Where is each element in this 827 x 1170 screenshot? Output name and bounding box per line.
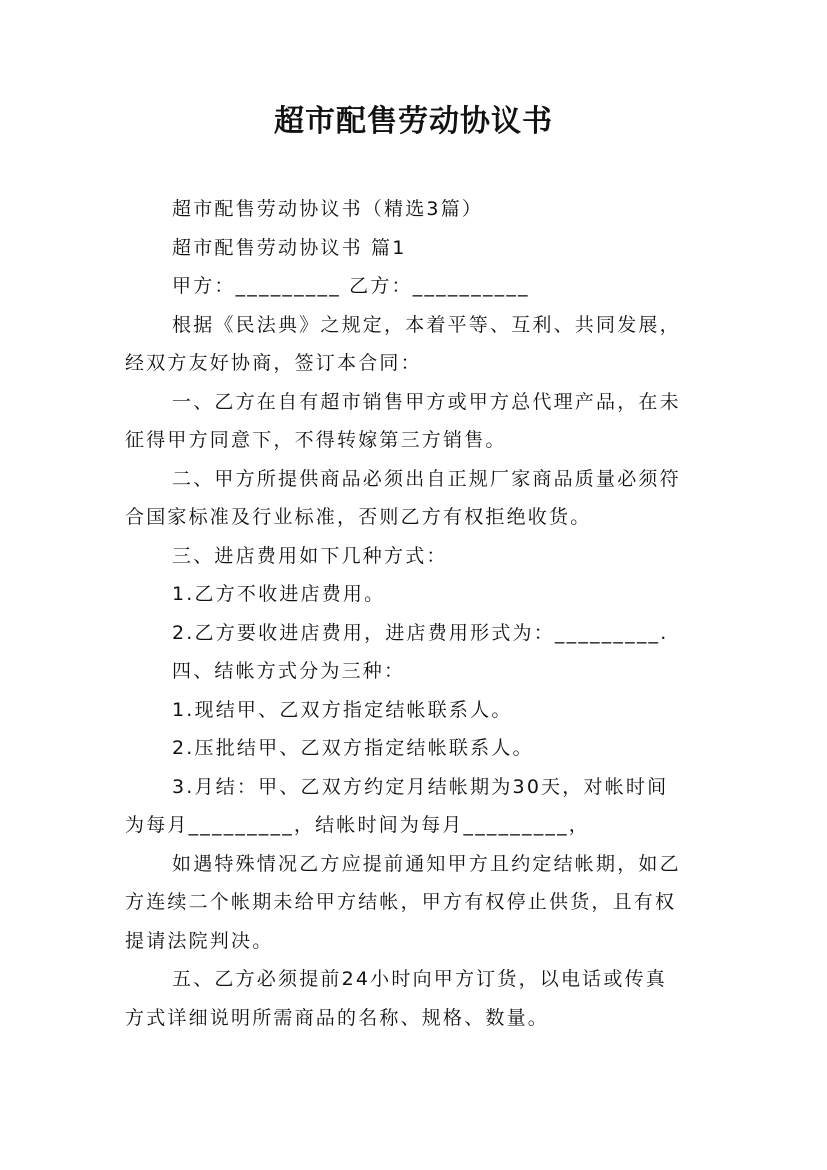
text-line: 3.月结：甲、乙双方约定月结帐期为30天，对帐时间 xyxy=(172,775,669,798)
text-line: 甲方：_________ 乙方：__________ xyxy=(172,275,530,297)
text-line: 根据《民法典》之规定，本着平等、互利、共同发展， xyxy=(172,313,681,336)
text-line: 二、甲方所提供商品必须出自正规厂家商品质量必须符 xyxy=(172,467,681,490)
document-title: 超市配售劳动协议书 xyxy=(274,104,553,139)
text-line: 1.现结甲、乙双方指定结帐联系人。 xyxy=(172,698,513,721)
text-line: 2.压批结甲、乙双方指定结帐联系人。 xyxy=(172,737,534,759)
text-line: 五、乙方必须提前24小时向甲方订货，以电话或传真 xyxy=(172,968,667,990)
text-line: 经双方友好协商，签订本合同： xyxy=(125,352,422,374)
document-body xyxy=(125,190,705,1037)
text-line: 超市配售劳动协议书（精选3篇） xyxy=(172,198,484,220)
text-line: 四、结帐方式分为三种： xyxy=(172,660,406,682)
text-line: 方连续二个帐期未给甲方结帐，甲方有权停止供货，且有权 xyxy=(125,891,677,913)
text-line: 超市配售劳动协议书 篇1 xyxy=(172,236,407,259)
text-line: 三、进店费用如下几种方式： xyxy=(172,544,448,567)
text-line: 为每月_________，结帐时间为每月_________， xyxy=(125,814,591,836)
text-line: 1.乙方不收进店费用。 xyxy=(172,583,386,605)
text-line: 提请法院判决。 xyxy=(125,929,274,952)
text-line: 如遇特殊情况乙方应提前通知甲方且约定结帐期，如乙 xyxy=(172,852,681,875)
text-line: 合国家标准及行业标准，否则乙方有权拒绝收货。 xyxy=(125,506,592,528)
text-line: 征得甲方同意下，不得转嫁第三方销售。 xyxy=(125,429,507,451)
text-line: 方式详细说明所需商品的名称、规格、数量。 xyxy=(125,1006,550,1029)
text-line: 一、乙方在自有超市销售甲方或甲方总代理产品，在未 xyxy=(172,390,681,413)
text-line: 2.乙方要收进店费用，进店费用形式为：_________. xyxy=(172,621,669,644)
